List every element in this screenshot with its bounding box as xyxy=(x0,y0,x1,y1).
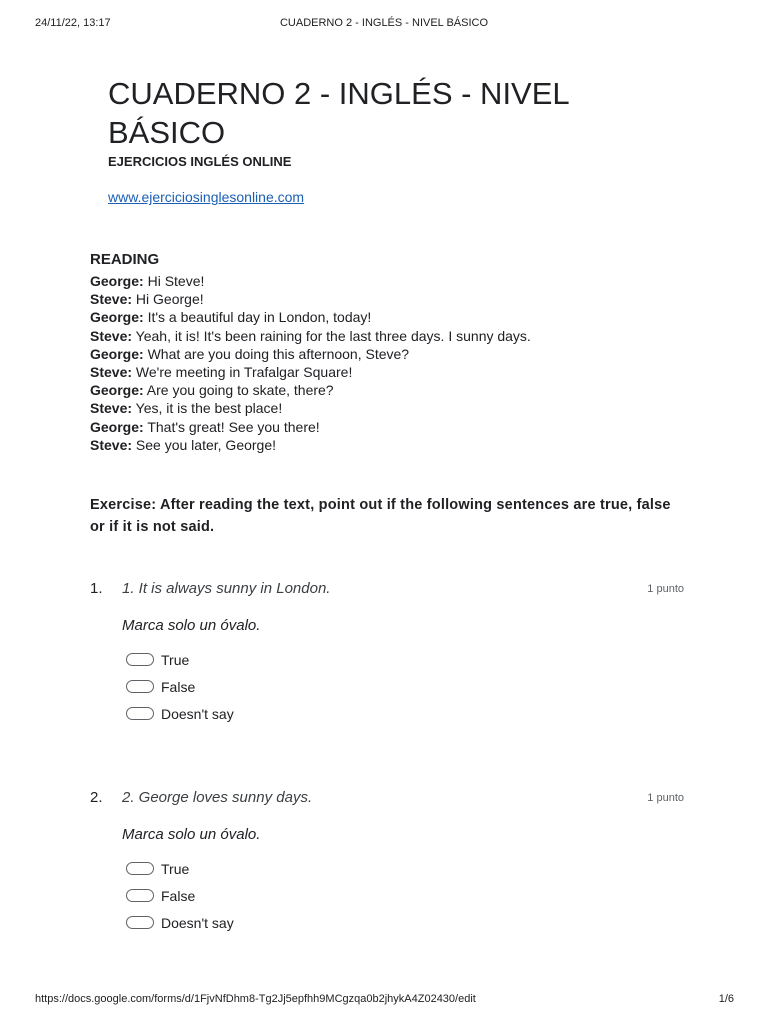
speaker-name: George: xyxy=(90,418,144,435)
speaker-name: Steve: xyxy=(90,291,133,308)
question-1 xyxy=(90,580,690,760)
dialogue-text: Are you going to skate, there? xyxy=(143,382,334,399)
option-doesnt-say[interactable] xyxy=(126,909,234,936)
dialogue-text: Yeah, it is! It's been raining for the last three days. I sunny days. xyxy=(132,327,531,344)
question-hint: Marca solo un óvalo. xyxy=(122,826,261,843)
option-doesnt-say[interactable] xyxy=(126,700,234,727)
radio-oval-icon[interactable] xyxy=(126,889,154,902)
option-label: True xyxy=(161,860,190,877)
website-link[interactable]: www.ejerciciosinglesonline.com xyxy=(108,189,305,205)
option-false[interactable] xyxy=(126,673,234,700)
option-false[interactable] xyxy=(126,882,234,909)
question-points: 1 punto xyxy=(647,583,684,595)
answer-options xyxy=(126,646,234,727)
reading-heading: READING xyxy=(90,251,160,268)
radio-oval-icon[interactable] xyxy=(126,653,154,666)
dialogue-line xyxy=(90,327,531,345)
speaker-name: George: xyxy=(90,382,144,399)
question-number: 1. xyxy=(90,580,103,597)
speaker-name: Steve: xyxy=(90,327,133,344)
dialogue-line xyxy=(90,381,531,399)
answer-options xyxy=(126,855,234,936)
dialogue-text: See you later, George! xyxy=(132,436,277,453)
speaker-name: Steve: xyxy=(90,436,133,453)
radio-oval-icon[interactable] xyxy=(126,862,154,875)
question-text: 2. George loves sunny days. xyxy=(122,789,313,806)
question-points: 1 punto xyxy=(647,792,684,804)
question-hint: Marca solo un óvalo. xyxy=(122,617,261,634)
dialogue-text: Yes, it is the best place! xyxy=(132,400,283,417)
dialogue-text: Hi Steve! xyxy=(143,273,205,289)
speaker-name: George: xyxy=(90,273,144,289)
option-label: False xyxy=(161,887,196,904)
speaker-name: Steve: xyxy=(90,363,133,380)
option-label: Doesn't say xyxy=(161,914,234,931)
radio-oval-icon[interactable] xyxy=(126,707,154,720)
speaker-name: George: xyxy=(90,309,144,326)
question-text: 1. It is always sunny in London. xyxy=(122,580,331,597)
question-2 xyxy=(90,789,690,969)
dialogue-line xyxy=(90,345,531,363)
print-header-title: CUADERNO 2 - INGLÉS - NIVEL BÁSICO xyxy=(279,17,489,29)
dialogue-text: We're meeting in Trafalgar Square! xyxy=(132,363,353,380)
page-number: 1/6 xyxy=(718,993,734,1005)
form-subtitle: EJERCICIOS INGLÉS ONLINE xyxy=(108,154,292,169)
question-number: 2. xyxy=(90,789,103,806)
exercise-instructions: Exercise: After reading the text, point out if the following sentences are true, false or if it is not said. xyxy=(90,497,671,535)
dialogue-line xyxy=(90,399,531,417)
dialogue-text: It's a beautiful day in London, today! xyxy=(143,309,372,326)
speaker-name: George: xyxy=(90,345,144,362)
dialogue-line xyxy=(90,363,531,381)
radio-oval-icon[interactable] xyxy=(126,916,154,929)
dialogue-line xyxy=(90,436,531,454)
dialogue-line xyxy=(90,308,531,326)
dialogue-line xyxy=(90,418,531,436)
print-footer-url: https://docs.google.com/forms/d/1FjvNfDhm8-Tg2Jj5epfhh9MCgzqa0b2jhykA4Z02430/edit xyxy=(35,993,476,1005)
speaker-name: Steve: xyxy=(90,400,133,417)
form-title: CUADERNO 2 - INGLÉS - NIVEL BÁSICO xyxy=(108,76,569,150)
dialogue-text: Hi George! xyxy=(132,291,204,308)
radio-oval-icon[interactable] xyxy=(126,680,154,693)
dialogue-text: That's great! See you there! xyxy=(143,418,320,435)
dialogue-line xyxy=(90,290,531,308)
option-label: True xyxy=(161,651,190,668)
option-label: Doesn't say xyxy=(161,705,234,722)
reading-dialogue xyxy=(90,272,531,454)
option-label: False xyxy=(161,678,196,695)
option-true[interactable] xyxy=(126,855,234,882)
dialogue-text: What are you doing this afternoon, Steve? xyxy=(143,345,410,362)
print-date: 24/11/22, 13:17 xyxy=(35,17,111,29)
option-true[interactable] xyxy=(126,646,234,673)
dialogue-line xyxy=(90,272,531,290)
